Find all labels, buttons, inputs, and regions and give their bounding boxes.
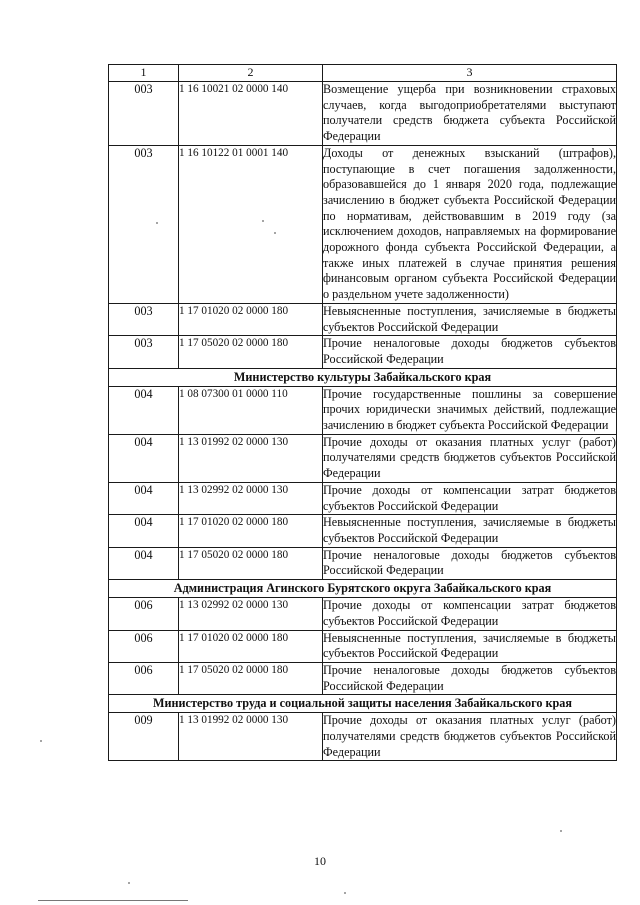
- table-row: [109, 547, 617, 579]
- revenue-name-cell: Прочие доходы от компенсации затрат бюджетов субъектов Российской Федерации: [323, 482, 617, 514]
- column-number-3: 3: [323, 65, 617, 82]
- revenue-name-cell: Прочие доходы от оказания платных услуг (работ) получателями средств бюджетов субъектов Российской Федерации: [323, 713, 617, 761]
- table-row: [109, 598, 617, 630]
- administrator-code-cell: 006: [109, 598, 179, 630]
- revenue-name-cell: Прочие неналоговые доходы бюджетов субъектов Российской Федерации: [323, 547, 617, 579]
- administrator-code-cell: 004: [109, 515, 179, 547]
- section-title: Министерство труда и социальной защиты населения Забайкальского края: [109, 695, 617, 713]
- table-row: [109, 662, 617, 694]
- administrator-code-cell: 003: [109, 145, 179, 303]
- column-number-2: 2: [179, 65, 323, 82]
- revenue-name-cell: Прочие государственные пошлины за совершение прочих юридически значимых действий, подлежащие зачислению в бюджет субъекта Российской Федерации: [323, 386, 617, 434]
- column-number-1: 1: [109, 65, 179, 82]
- administrator-code-cell: 004: [109, 547, 179, 579]
- scan-speck: [274, 232, 276, 234]
- table-row: [109, 482, 617, 514]
- administrator-code-cell: 006: [109, 662, 179, 694]
- administrator-code-cell: 004: [109, 434, 179, 482]
- revenue-code-cell: 1 13 01992 02 0000 130: [179, 434, 323, 482]
- scan-speck: [560, 830, 562, 832]
- revenue-name-cell: Прочие доходы от оказания платных услуг (работ) получателями средств бюджетов субъектов Российской Федерации: [323, 434, 617, 482]
- table-row: [109, 713, 617, 761]
- bottom-rule: [38, 900, 188, 901]
- revenue-code-cell: 1 17 05020 02 0000 180: [179, 662, 323, 694]
- table-row: [109, 630, 617, 662]
- revenue-administrators-table: [108, 64, 617, 761]
- administrator-code-cell: 006: [109, 630, 179, 662]
- revenue-name-cell: Доходы от денежных взысканий (штрафов), поступающие в счет погашения задолженности, образовавшейся до 1 января 2020 года, подлежащие зачислению в бюджет субъекта Российской Федерации по нормативам, действовавшим в 2019 году (за исключением доходов, направляемых на формирование дорожного фонда субъекта Российской Федерации, а также иных платежей в случае принятия решения финансовым органом субъекта Российской Федерации о раздельном учете задолженности): [323, 145, 617, 303]
- revenue-code-cell: 1 13 02992 02 0000 130: [179, 482, 323, 514]
- section-title: Министерство культуры Забайкальского края: [109, 368, 617, 386]
- revenue-code-cell: 1 17 05020 02 0000 180: [179, 547, 323, 579]
- section-title: Администрация Агинского Бурятского округа Забайкальского края: [109, 580, 617, 598]
- revenue-name-cell: Прочие неналоговые доходы бюджетов субъектов Российской Федерации: [323, 662, 617, 694]
- revenue-name-cell: Прочие неналоговые доходы бюджетов субъектов Российской Федерации: [323, 336, 617, 368]
- page-number: 10: [314, 854, 326, 868]
- scan-speck: [40, 740, 42, 742]
- section-header-row: [109, 695, 617, 713]
- table-row: [109, 303, 617, 335]
- section-header-row: [109, 580, 617, 598]
- revenue-code-cell: 1 13 02992 02 0000 130: [179, 598, 323, 630]
- column-number-row: [109, 65, 617, 82]
- table-row: [109, 434, 617, 482]
- administrator-code-cell: 003: [109, 336, 179, 368]
- revenue-name-cell: Невыясненные поступления, зачисляемые в бюджеты субъектов Российской Федерации: [323, 515, 617, 547]
- administrator-code-cell: 004: [109, 482, 179, 514]
- revenue-code-cell: 1 16 10021 02 0000 140: [179, 82, 323, 146]
- revenue-name-cell: Возмещение ущерба при возникновении страховых случаев, когда выгодоприобретателями выступают получатели средств бюджета субъекта Российской Федерации: [323, 82, 617, 146]
- scan-speck: [156, 222, 158, 224]
- revenue-code-cell: 1 17 01020 02 0000 180: [179, 515, 323, 547]
- administrator-code-cell: 003: [109, 303, 179, 335]
- administrator-code-cell: 004: [109, 386, 179, 434]
- scan-speck: [262, 220, 264, 222]
- table-row: [109, 145, 617, 303]
- table-row: [109, 336, 617, 368]
- revenue-code-cell: 1 17 01020 02 0000 180: [179, 630, 323, 662]
- revenue-code-cell: 1 16 10122 01 0001 140: [179, 145, 323, 303]
- revenue-name-cell: Невыясненные поступления, зачисляемые в бюджеты субъектов Российской Федерации: [323, 303, 617, 335]
- table-row: [109, 386, 617, 434]
- section-header-row: [109, 368, 617, 386]
- revenue-code-cell: 1 08 07300 01 0000 110: [179, 386, 323, 434]
- administrator-code-cell: 003: [109, 82, 179, 146]
- scan-speck: [344, 892, 346, 894]
- revenue-code-cell: 1 17 05020 02 0000 180: [179, 336, 323, 368]
- revenue-code-cell: 1 13 01992 02 0000 130: [179, 713, 323, 761]
- revenue-name-cell: Прочие доходы от компенсации затрат бюджетов субъектов Российской Федерации: [323, 598, 617, 630]
- table-body: [109, 65, 617, 761]
- table-row: [109, 515, 617, 547]
- table-row: [109, 82, 617, 146]
- administrator-code-cell: 009: [109, 713, 179, 761]
- revenue-name-cell: Невыясненные поступления, зачисляемые в бюджеты субъектов Российской Федерации: [323, 630, 617, 662]
- revenue-code-cell: 1 17 01020 02 0000 180: [179, 303, 323, 335]
- scan-speck: [128, 882, 130, 884]
